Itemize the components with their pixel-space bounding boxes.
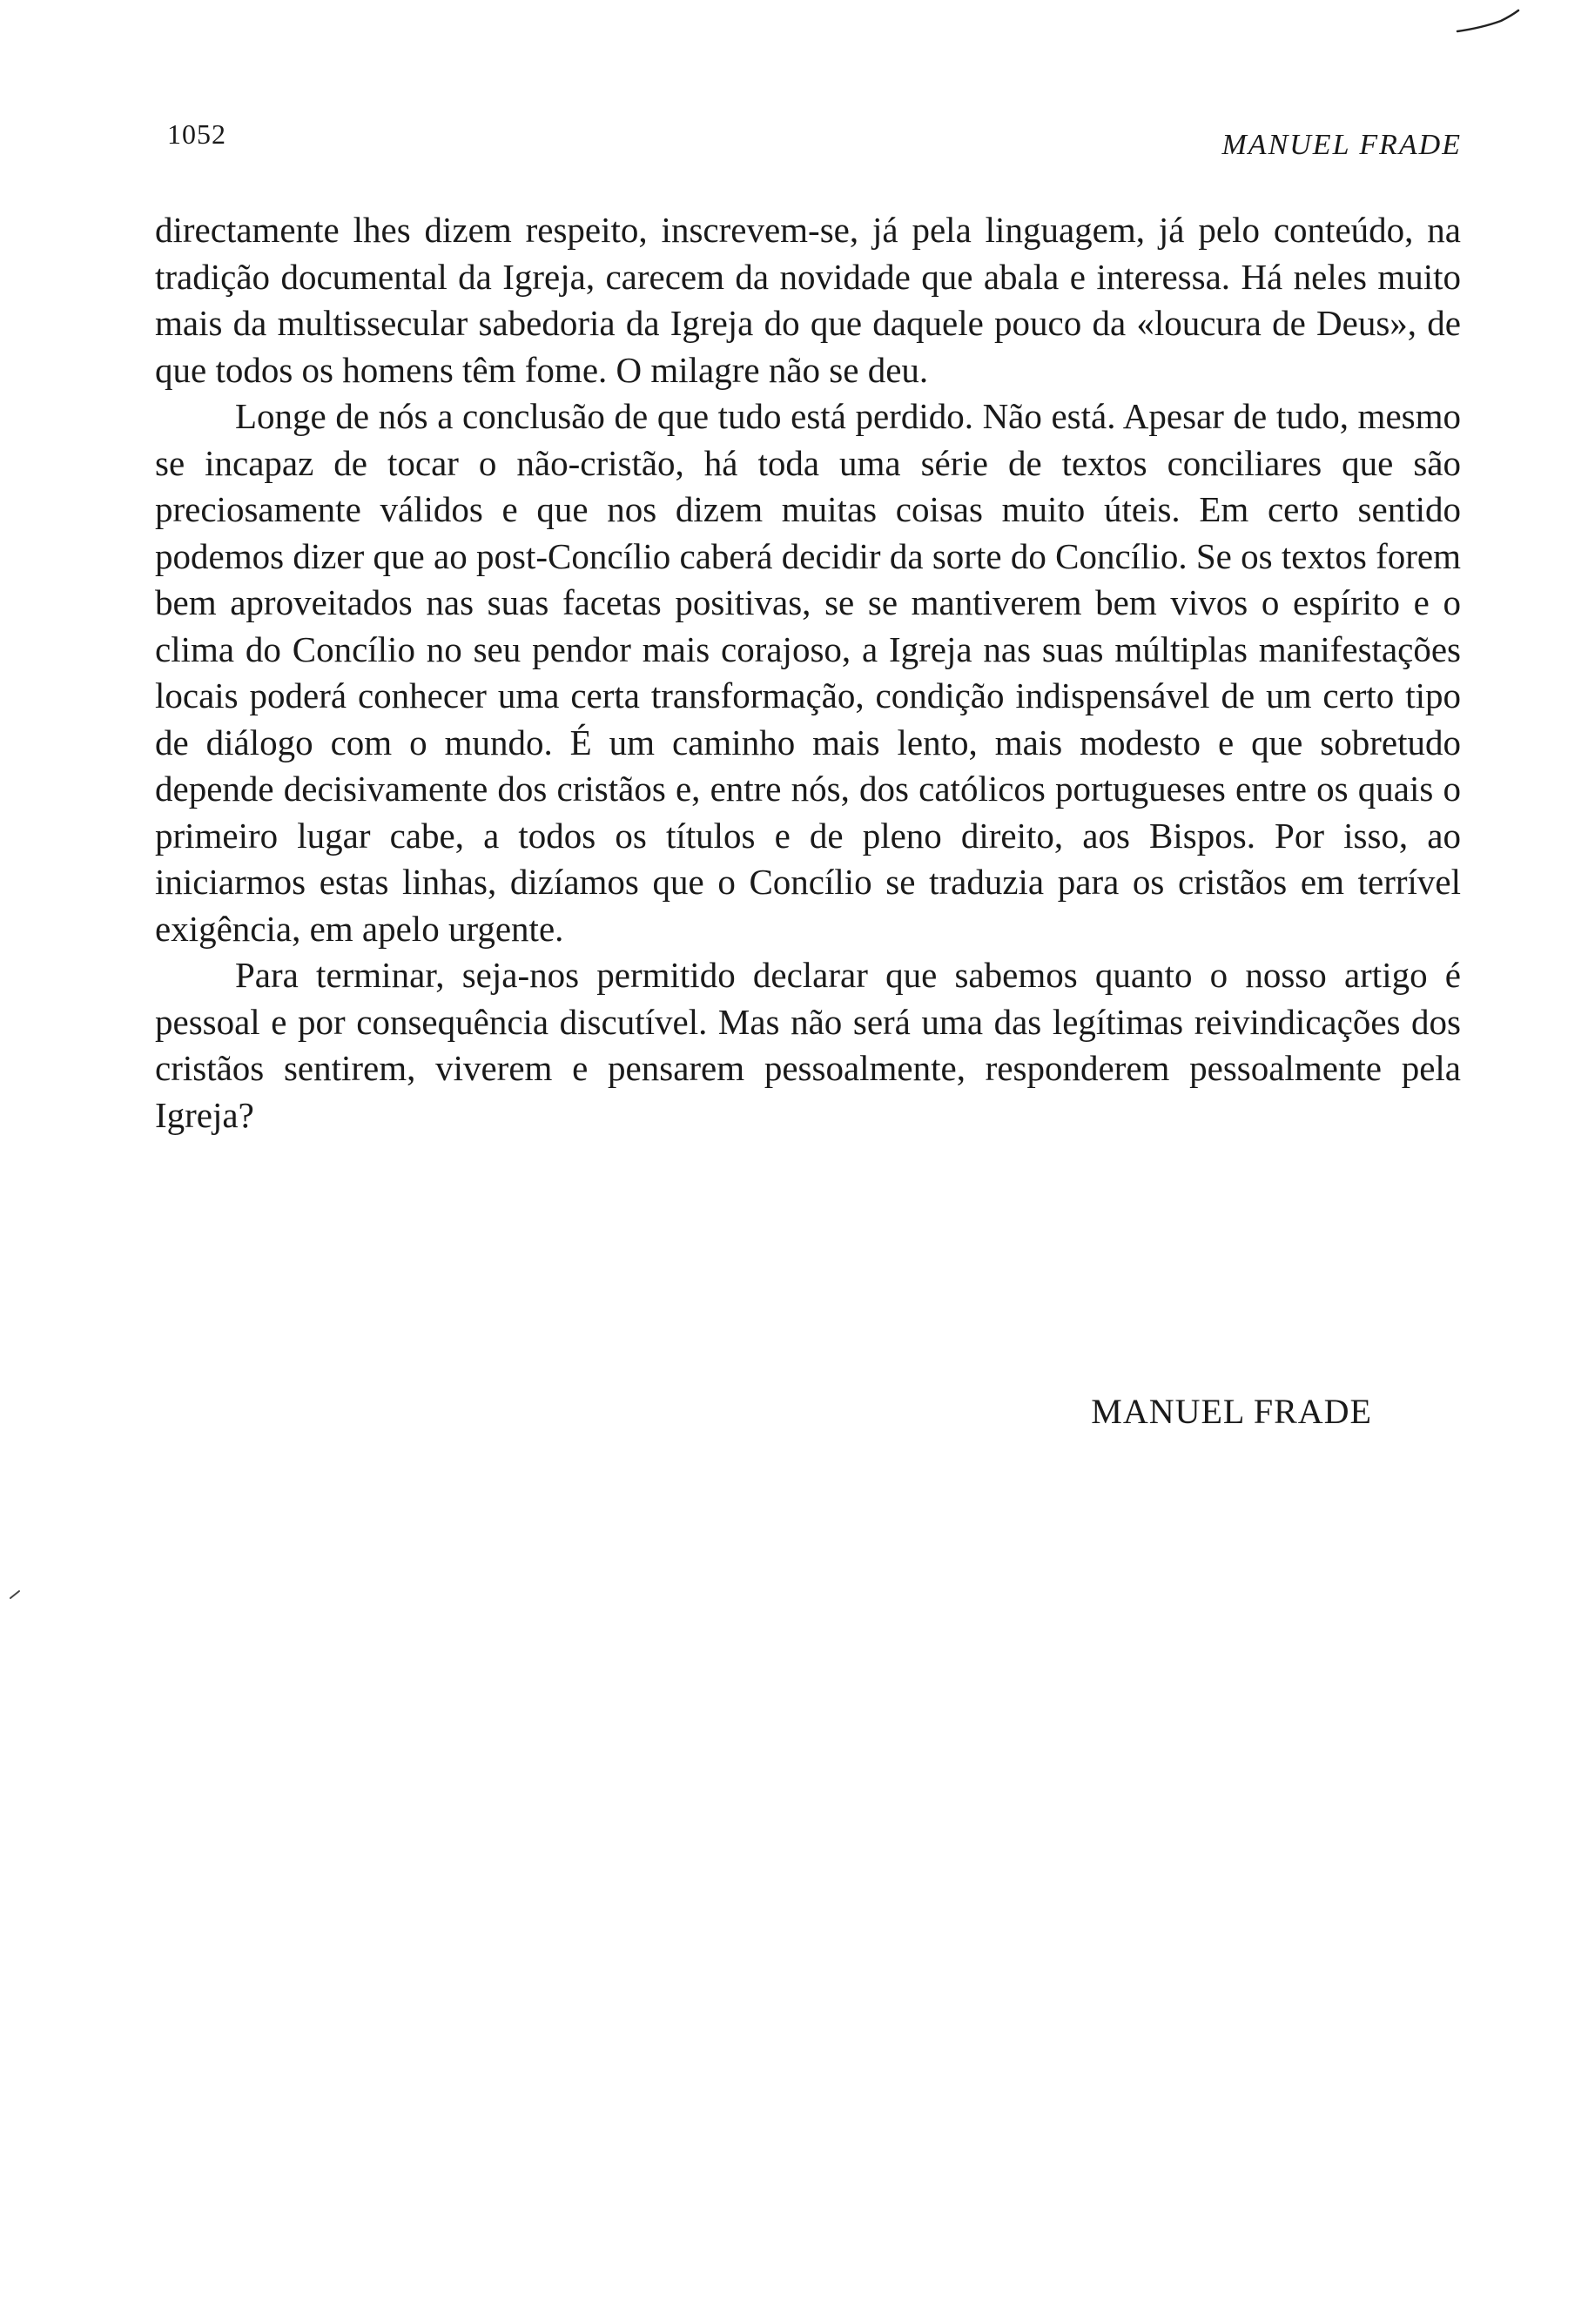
page-number: 1052 [167, 118, 226, 150]
paragraph: Longe de nós a conclusão de que tudo está perdido. Não está. Apesar de tudo, mesmo se incapaz de tocar o não-cristão, há toda uma série de textos conciliares que são preciosamente válidos e que nos dizem muitas coisas muito úteis. Em certo sentido podemos dizer que ao post-Concílio caberá decidir da sorte do Concílio. Se os textos forem bem aproveitados nas suas facetas positivas, se se mantiverem bem vivos o espírito e o clima do Concílio no seu pendor mais corajoso, a Igreja nas suas múltiplas manifestações locais poderá conhecer uma certa transformação, condição indispensável de um certo tipo de diálogo com o mundo. É um caminho mais lento, mais modesto e que sobretudo depende decisivamente dos cristãos e, entre nós, dos católicos portugueses entre os quais o primeiro lugar cabe, a todos os títulos e de pleno direito, aos Bispos. Por isso, ao iniciarmos estas linhas, dizíamos que o Concílio se traduzia para os cristãos em terrível exigência, em apelo urgente. [155, 396, 1461, 949]
corner-pen-mark [1456, 5, 1525, 40]
margin-pen-mark [7, 1586, 24, 1603]
paragraph-continued: directamente lhes dizem respeito, inscrevem-se, já pela linguagem, já pelo conteúdo, na tradição documental da Igreja, carecem da novidade que abala e interessa. Há neles muito mais da multissecular sabedoria da Igreja do que daquele pouco da «loucura de Deus», de que todos os homens têm fome. O milagre não se deu. [155, 210, 1461, 390]
body-text [155, 207, 1461, 1138]
running-head: MANUEL FRADE [1221, 129, 1462, 161]
paragraph: Para terminar, seja-nos permitido declarar que sabemos quanto o nosso artigo é pessoal e por consequência discutível. Mas não será uma das legítimas reivindicações dos cristãos sentirem, viverem e pensarem pessoalmente, responderem pessoalmente pela Igreja? [155, 955, 1461, 1135]
author-signature: MANUEL FRADE [1091, 1392, 1372, 1431]
